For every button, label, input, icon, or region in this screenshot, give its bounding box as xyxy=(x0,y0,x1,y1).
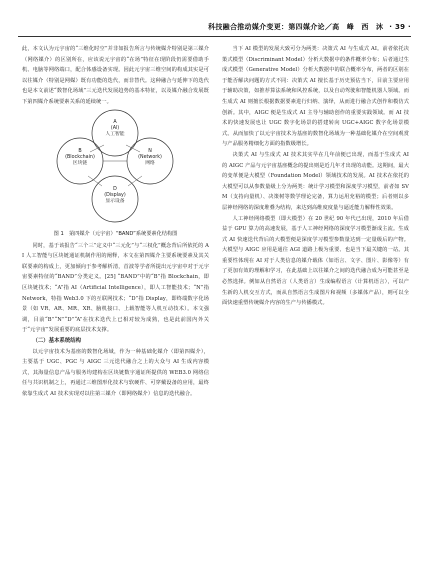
figure-caption: 图 1 第四媒介（元宇宙）“BAND”系统要素化结构图 xyxy=(53,230,178,237)
node-display-label: 显示设备 xyxy=(105,198,125,204)
node-ai-letter: A xyxy=(113,119,117,125)
node-blockchain xyxy=(65,149,95,168)
node-display-paren: (Display) xyxy=(104,192,126,198)
node-display-letter: D xyxy=(113,186,117,192)
node-ai-label: 人工智能 xyxy=(105,131,125,137)
node-ai xyxy=(105,120,124,139)
node-blockchain-paren: (Blockchain) xyxy=(65,154,95,160)
node-display xyxy=(104,187,125,206)
right-paragraph-2: 决策式 AI 与生成式 AI 技术其实早在几年前便已出现，而基于生成式 AI 的 AIGC 产品与元宇宙基座概念的提出则是近几年才出现的动能。这期间，最大的变革便是大模型（Foundation Model）领域技术的发展。AI 技术在依托的大模型可以从参数量级上分为两类：统计学习模型和深度学习模型，前者如 SVM（支持向量机）、决策树等数学理论完备，算力运用充裕的模型；后者则以多层神经网络的深度堆叠为结构，来达到高维度度量与逼近能力解释性效果。 xyxy=(222,151,410,211)
node-network-label: 网络 xyxy=(145,160,155,166)
node-blockchain-label: 区块链 xyxy=(72,160,88,166)
connector-network-display xyxy=(128,176,142,186)
right-paragraph-1: 当下 AI 模型的发展大致可分为两类：决策式 AI 与生成式 AI。前者依托决策式模型（Discriminant Model）分析大数据中的条件概率分布；后者通过生成式模型（Generative Model）分析大数据中的联合概率分布，两者的区别在于能否解决问题的方式不同：决策式 AI 擅长基于历史预估当下，目前主要应用于辅助决策，如推荐算法系统和风控系统，以及自动驾驶和智能机器人领域。而生成式 AI 则擅长根据数据要素进行归纳、演绎，从而进行融合式创作和模仿式创新。其中，AIGC 便是生成式 AI 主导与辅助创作的重要实践领域。而 AI 技术的快速发展也让 UGC 数字化场景的搭建转向 UGC+AIGC 数字化场景模式。从而加快了以元宇宙技术为基座的数智化场域为一种基础化媒介在空间观赏与产品服务精细化方面的指数级增长。 xyxy=(222,46,409,148)
running-header xyxy=(18,22,411,36)
right-paragraph-3: 人工神经网络模型（即大模型）在 20 世纪 90 年代已出现，2010 年后借益于 GPU 算力的高速发展，基于人工神经网络的深度学习模型渐成主流。生成式 AI 快速迭代背后的大模型便是深度学习模型参数量达到一定量级后的产物。大模型与 AIGC 应用是通往 AGI 道路上极为重要、也是当下最关键的一站。其重要性体现在 AI 对于人类信息的媒介载体（如语言、文字、图片、影像等）有了更加有效的理解和学习，在此基础上以往媒介之间的迭代融合成为可能甚至是必然选择。例如从自然语言（人类语言）生成编程语言（计算机语言），可以产生新的人机交互方式，而从自然语言生成图片和视频（多媒体产品），则可以全面快速重塑传统媒介内容的生产与传播模式。 xyxy=(222,215,409,307)
left-column xyxy=(22,44,209,399)
node-network-letter: N xyxy=(148,148,152,154)
node-network-paren: (Network) xyxy=(138,154,162,160)
section-subheading: （二）基本系统结构 xyxy=(32,337,82,344)
node-blockchain-letter: B xyxy=(78,148,82,154)
page-number: · 39 · xyxy=(389,23,411,31)
running-title: 科技融合推动媒介变更：第四媒介论／高 峰 西 沐 xyxy=(208,23,384,31)
band-figure xyxy=(22,109,209,227)
header-rule xyxy=(18,36,411,37)
node-network xyxy=(138,149,162,168)
left-paragraph-3: 以元宇宙技术为基座的数智化场域，作为一种基础化媒介（即第四媒介），主要基于 UGC、PGC 与 AIGC 三元迭代融合之上的大众与 AI 生成内容模式，其海量信息产品与服务均建构在区块链数字通证所提供的 WEB3.0 网络信任与共识机制之上，再通过三维图形化技术与软硬件、可穿戴设备的应用，最终依靠生成式 AI 技术实现对以往第三媒介（即网络媒介）信息的迭代融合。 xyxy=(22,348,209,397)
connector-blockchain-display xyxy=(88,176,102,186)
node-ai-paren: (Al) xyxy=(110,125,120,131)
left-paragraph-1: 此，本文认为元宇宙的“三维化时空”并非如报告所言与传统媒介特别是第三媒介（网络媒介）的区别所在，应该说元宇宙的“在场”特征在现阶段仍需要借助手机、电脑等网络端口，配合体感设备实现。因此元宇宙三维空间的构成其实是可以往媒介（特别是网媒）既有功能的迭代，而非替代。这种融合与延伸下的迭代也是本文前述“数智化场域”三元迭代发展趋势的基本特征，以及媒介融合发展既下第四媒介系统要素关系的延续统一。 xyxy=(22,46,209,105)
left-paragraph-2: 同时，基于该报告“三个三”定义中“三元化”与“三权化”概念背后所依托的 AI 人工智能与区块链通证机制作用的阐释，本文在第四媒介主要系统要素及其关联要素的构成上，更加倾向于参考解析清，首波等学者所提出元宇宙中对于元宇宙要素特征的“BAND”分类定义。[25] “BAND”中的“B”指 Blockchain，即区块链技术；“A”指 AI（Artificial Intelligence），即人工智能技术；“N”指 Network，特指 Web3.0 下的互联网技术；“D”指 Display，即终端数字化场景（如 VR、AR、MR、XR、脑机接口、上载智能等人机互动技术）。本文强调，目前“B”“N”“D”“A”在技术迭代上已相对较为成熟，也是此前国内外关于“元宇宙”发展重要的底层技术支撑。 xyxy=(22,242,209,334)
right-column xyxy=(222,44,409,309)
